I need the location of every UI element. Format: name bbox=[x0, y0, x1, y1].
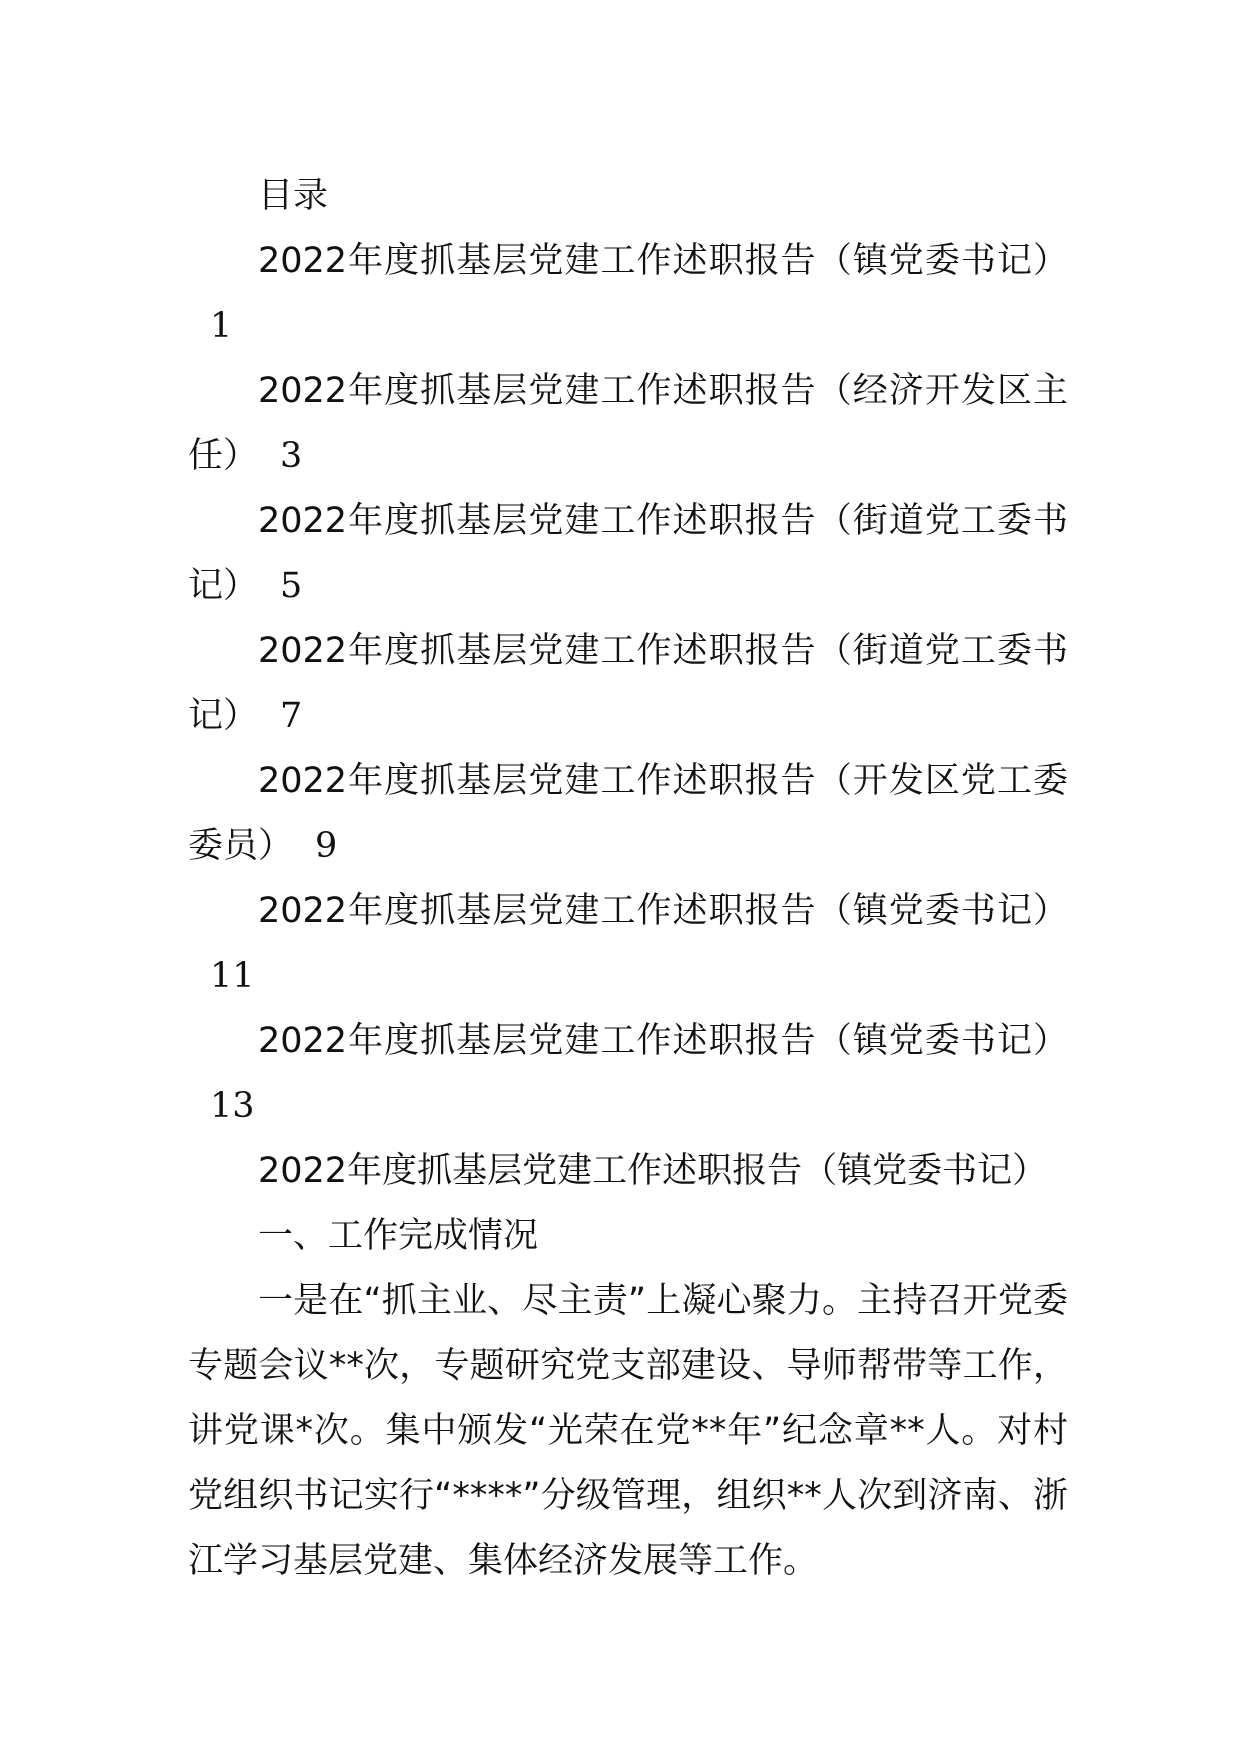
toc-entry-page: 11 bbox=[210, 956, 255, 996]
report-title: 2022年度抓基层党建工作述职报告（镇党委书记） bbox=[258, 1151, 1048, 1191]
toc-entry[interactable] bbox=[188, 489, 1068, 619]
toc-entry[interactable] bbox=[188, 619, 1068, 749]
toc-heading: 目录 bbox=[258, 176, 329, 216]
toc-entry-title: 2022年度抓基层党建工作述职报告（镇党委书记） bbox=[258, 241, 1068, 281]
toc-entry[interactable] bbox=[188, 749, 1068, 879]
document-body bbox=[188, 164, 1068, 1594]
toc-entry-page: 7 bbox=[280, 696, 303, 736]
toc-entry-title: 2022年度抓基层党建工作述职报告（经济开发区主任） bbox=[188, 371, 1068, 476]
toc-entry[interactable] bbox=[188, 1009, 1068, 1139]
toc-entry-title: 2022年度抓基层党建工作述职报告（镇党委书记） bbox=[258, 1021, 1068, 1061]
toc-entry[interactable] bbox=[188, 879, 1068, 1009]
toc-entry[interactable] bbox=[188, 229, 1068, 359]
toc-entry-title: 2022年度抓基层党建工作述职报告（街道党工委书记） bbox=[188, 631, 1068, 736]
toc-entry[interactable] bbox=[188, 359, 1068, 489]
toc-entry-page: 1 bbox=[210, 306, 233, 346]
body-paragraph: 一是在“抓主业、尽主责”上凝心聚力。主持召开党委专题会议**次，专题研究党支部建设、导师帮带等工作，讲党课*次。集中颁发“光荣在党**年”纪念章**人。对村党组织书记实行“****”分级管理，组织**人次到济南、浙江学习基层党建、集体经济发展等工作。 bbox=[188, 1281, 1068, 1581]
toc-entry-page: 5 bbox=[280, 566, 303, 606]
section-heading: 一、工作完成情况 bbox=[258, 1216, 539, 1256]
toc-entry-title: 2022年度抓基层党建工作述职报告（街道党工委书记） bbox=[188, 501, 1068, 606]
toc-entry-title: 2022年度抓基层党建工作述职报告（镇党委书记） bbox=[258, 891, 1068, 931]
toc-entry-page: 3 bbox=[280, 436, 303, 476]
toc-entry-title: 2022年度抓基层党建工作述职报告（开发区党工委委员） bbox=[188, 761, 1068, 866]
toc-entry-page: 13 bbox=[210, 1086, 255, 1126]
toc-entry-page: 9 bbox=[315, 826, 338, 866]
